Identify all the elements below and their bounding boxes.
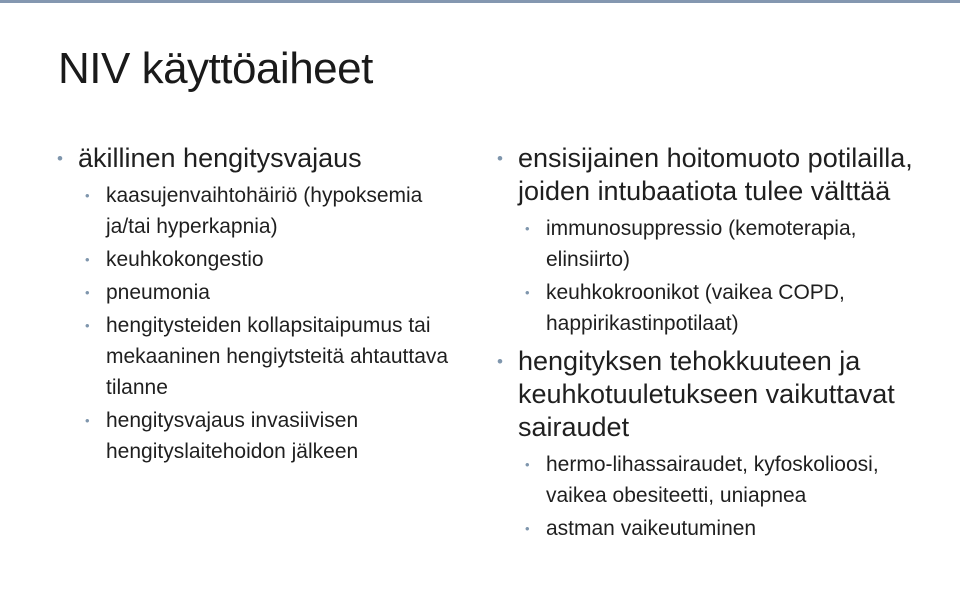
list-item-text: keuhkokroonikot (vaikea COPD, happirikastinpotilaat) <box>546 281 845 335</box>
list-item-text: hermo-lihassairaudet, kyfoskolioosi, vaikea obesiteetti, uniapnea <box>546 453 879 507</box>
left-heading-item <box>56 142 456 175</box>
list-item <box>56 180 456 242</box>
bullet-icon: • <box>85 413 90 428</box>
bullet-icon: • <box>57 149 63 168</box>
right-heading-item-2 <box>496 345 936 444</box>
bullet-icon: • <box>85 252 90 267</box>
bullet-icon: • <box>85 285 90 300</box>
list-item <box>56 244 456 275</box>
right-column <box>496 142 936 546</box>
right-bullet-list <box>496 142 936 544</box>
bullet-icon: • <box>497 352 503 371</box>
bullet-icon: • <box>525 221 530 236</box>
list-item <box>496 213 936 275</box>
list-item <box>56 310 456 403</box>
bullet-icon: • <box>497 149 503 168</box>
right-heading-text-1: ensisijainen hoitomuoto potilailla, joiden intubaatiota tulee välttää <box>518 143 913 206</box>
list-item <box>496 277 936 339</box>
list-item <box>56 277 456 308</box>
left-heading-text: äkillinen hengitysvajaus <box>78 143 362 173</box>
bullet-icon: • <box>525 457 530 472</box>
list-item-text: astman vaikeutuminen <box>546 517 757 540</box>
list-item-text: pneumonia <box>106 281 210 304</box>
list-item <box>496 449 936 511</box>
bullet-icon: • <box>85 318 90 333</box>
list-item-text: kaasujenvaihtohäiriö (hypoksemia ja/tai hyperkapnia) <box>106 184 423 238</box>
right-heading-text-2: hengityksen tehokkuuteen ja keuhkotuuletukseen vaikuttavat sairaudet <box>518 346 895 442</box>
slide-title: NIV käyttöaiheet <box>58 44 373 93</box>
top-accent-line <box>0 0 960 3</box>
list-item-text: keuhkokongestio <box>106 248 264 271</box>
list-item <box>56 405 456 467</box>
list-item <box>496 513 936 544</box>
list-item-text: immunosuppressio (kemoterapia, elinsiirto) <box>546 217 857 271</box>
bullet-icon: • <box>85 188 90 203</box>
left-column <box>56 142 456 469</box>
bullet-icon: • <box>525 285 530 300</box>
list-item-text: hengitysteiden kollapsitaipumus tai mekaaninen hengiytsteitä ahtauttava tilanne <box>106 314 449 399</box>
left-bullet-list <box>56 142 456 467</box>
bullet-icon: • <box>525 521 530 536</box>
right-heading-item-1 <box>496 142 936 208</box>
list-item-text: hengitysvajaus invasiivisen hengityslaitehoidon jälkeen <box>106 409 359 463</box>
